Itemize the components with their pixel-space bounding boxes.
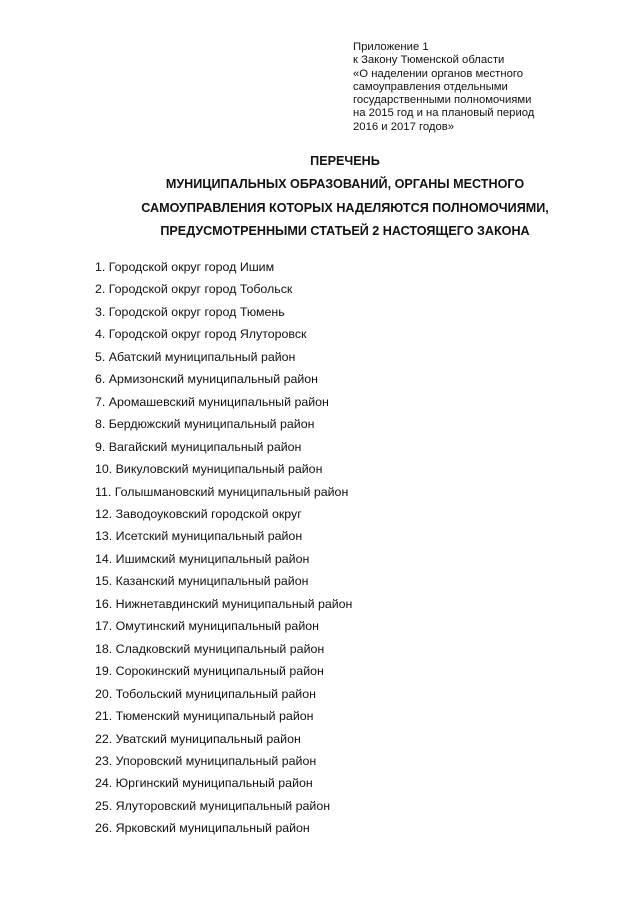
list-item: 19. Сорокинский муниципальный район: [95, 664, 324, 679]
appendix-line: государственными полномочиями: [353, 94, 532, 107]
title-line: МУНИЦИПАЛЬНЫХ ОБРАЗОВАНИЙ, ОРГАНЫ МЕСТНОГО: [165, 177, 525, 192]
appendix-line: 2016 и 2017 годов»: [353, 120, 455, 133]
list-item: 24. Юргинский муниципальный район: [95, 776, 313, 791]
list-item: 22. Уватский муниципальный район: [95, 731, 301, 746]
list-item: 4. Городской округ город Ялуторовск: [95, 327, 307, 342]
list-item: 8. Бердюжский муниципальный район: [95, 417, 315, 432]
list-item: 12. Заводоуковский городской округ: [95, 506, 302, 521]
list-item: 20. Тобольский муниципальный район: [95, 686, 316, 701]
list-item: 3. Городской округ город Тюмень: [95, 304, 285, 319]
list-item: 9. Вагайский муниципальный район: [95, 439, 302, 454]
list-item: 13. Исетский муниципальный район: [95, 529, 303, 544]
title-line: ПРЕДУСМОТРЕННЫМИ СТАТЬЕЙ 2 НАСТОЯЩЕГО ЗАКОНА: [160, 223, 530, 238]
list-item: 11. Голышмановский муниципальный район: [95, 484, 349, 499]
list-item: 2. Городской округ город Тобольск: [95, 282, 293, 297]
list-item: 21. Тюменский муниципальный район: [95, 709, 314, 724]
list-item: 23. Упоровский муниципальный район: [95, 753, 317, 768]
list-item: 16. Нижнетавдинский муниципальный район: [95, 596, 353, 611]
appendix-line: самоуправления отдельными: [353, 80, 508, 93]
list-item: 17. Омутинский муниципальный район: [95, 619, 319, 634]
list-item: 18. Сладковский муниципальный район: [95, 641, 325, 656]
appendix-line: к Закону Тюменской области: [353, 54, 505, 67]
title-line: САМОУПРАВЛЕНИЯ КОТОРЫХ НАДЕЛЯЮТСЯ ПОЛНОМОЧИЯМИ,: [141, 200, 549, 215]
list-item: 25. Ялуторовский муниципальный район: [95, 798, 331, 813]
list-item: 1. Городской округ город Ишим: [95, 260, 275, 274]
list-item: 15. Казанский муниципальный район: [95, 574, 309, 589]
appendix-line: на 2015 год и на плановый период: [353, 107, 535, 120]
appendix-line: Приложение 1: [353, 41, 429, 53]
municipality-list: [95, 256, 352, 840]
list-item: 26. Ярковский муниципальный район: [95, 821, 310, 836]
list-item: 5. Абатский муниципальный район: [95, 349, 296, 364]
appendix-note: [353, 41, 613, 134]
title-heading: ПЕРЕЧЕНЬ: [310, 154, 380, 168]
list-item: 7. Аромашевский муниципальный район: [95, 394, 329, 409]
appendix-line: «О наделении органов местного: [353, 67, 524, 80]
list-item: 14. Ишимский муниципальный район: [95, 551, 310, 566]
document-title: [60, 150, 630, 243]
list-item: 10. Викуловский муниципальный район: [95, 462, 323, 477]
list-item: 6. Армизонский муниципальный район: [95, 372, 319, 387]
